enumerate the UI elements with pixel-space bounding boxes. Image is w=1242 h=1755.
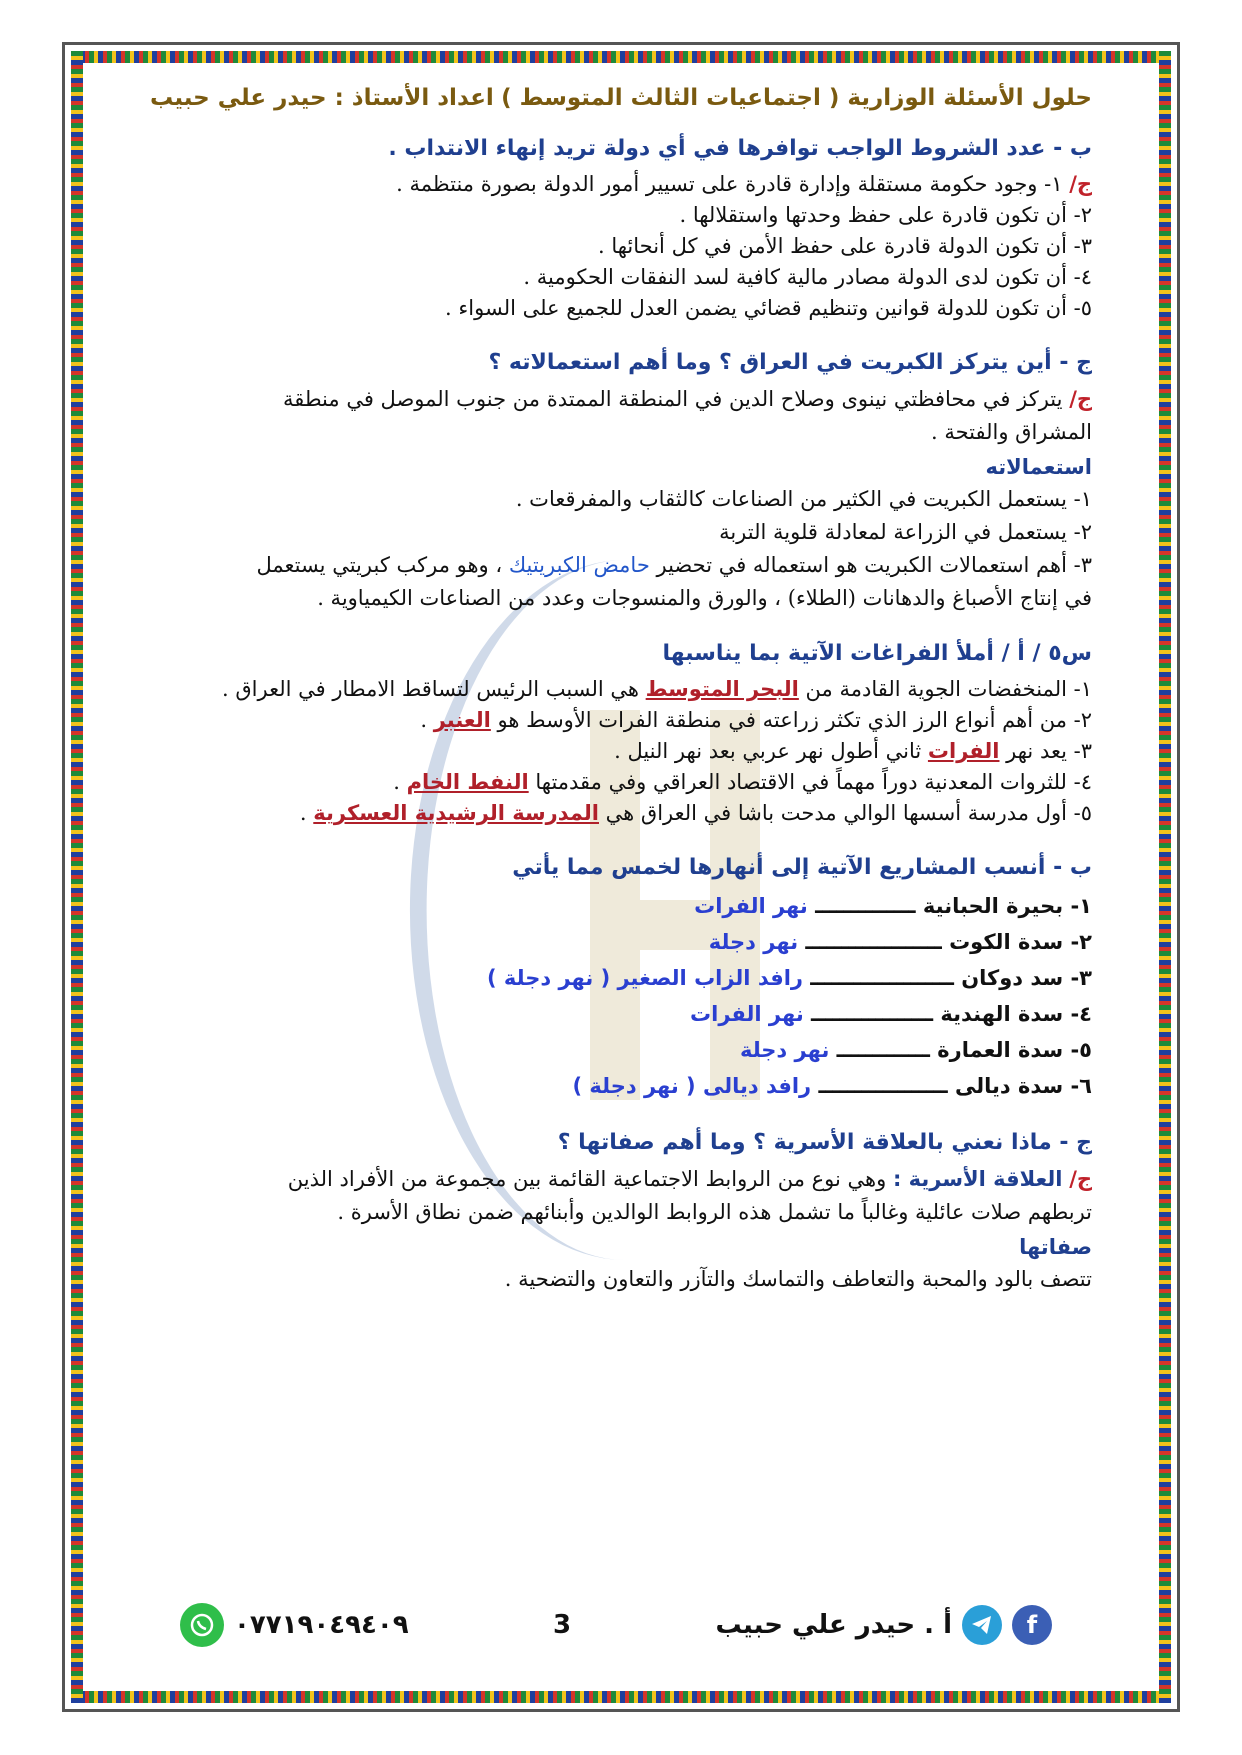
answer-tag: ج/ xyxy=(1069,1167,1092,1191)
phone-number: ٠٧٧١٩٠٤٩٤٠٩ xyxy=(234,1610,409,1640)
answer-line: المشراق والفتحة . xyxy=(931,420,1092,444)
answer-line: ٢- يستعمل في الزراعة لمعادلة قلوية التربة xyxy=(719,520,1092,544)
answer-line: ٥- أن تكون للدولة قوانين وتنظيم قضائي يضمن العدل للجميع على السواء . xyxy=(445,296,1092,320)
answer-block xyxy=(150,169,1092,324)
answer-tag: ج/ xyxy=(1069,172,1092,196)
fill-line: ٤- للثروات المعدنية دوراً مهماً في الاقتصاد العراقي وفي مقدمتها النفط الخام . xyxy=(393,770,1092,794)
border-strip-right xyxy=(1159,51,1171,1703)
project-item: ٦- سدة ديالى ــــــــــــــــــ رافد ديالى ( نهر دجلة ) xyxy=(572,1074,1092,1098)
project-item: ٣- سد دوكان ــــــــــــــــــــ رافد الزاب الصغير ( نهر دجلة ) xyxy=(487,966,1092,990)
answer-line xyxy=(150,1163,1092,1196)
fill-line: ٣- يعد نهر الفرات ثاني أطول نهر عربي بعد نهر النيل . xyxy=(614,739,1092,763)
answer-line: ٣- أن تكون الدولة قادرة على حفظ الأمن في كل أنحائها . xyxy=(597,234,1092,258)
question-heading: ج - ماذا نعني بالعلاقة الأسرية ؟ وما أهم صفاتها ؟ xyxy=(557,1130,1092,1155)
answer-text: يتركز في محافظتي نينوى وصلاح الدين في المنطقة الممتدة من جنوب الموصل في منطقة xyxy=(282,387,1063,411)
page-header xyxy=(150,78,1092,118)
border-strip-left xyxy=(71,51,83,1703)
fill-answer: العنبر xyxy=(433,708,491,732)
answer-text: وهي نوع من الروابط الاجتماعية القائمة بين مجموعة من الأفراد الذين xyxy=(287,1167,893,1191)
question-heading: ب - عدد الشروط الواجب توافرها في أي دولة تريد إنهاء الانتداب . xyxy=(388,136,1092,161)
answer-line xyxy=(150,169,1092,200)
whatsapp-icon[interactable] xyxy=(180,1603,224,1647)
answer-text: ٣- أهم استعمالات الكبريت هو استعماله في تحضير xyxy=(649,553,1092,577)
footer-author: أ . حيدر علي حبيب xyxy=(715,1610,952,1640)
project-item: ٥- سدة العمارة ـــــــــــــ نهر دجلة xyxy=(739,1038,1092,1062)
answer-block xyxy=(150,1163,1092,1296)
fill-line: ٥- أول مدرسة أسسها الوالي مدحت باشا في العراق هي المدرسة الرشيدية العسكرية . xyxy=(299,801,1092,825)
facebook-icon[interactable]: f xyxy=(1012,1605,1052,1645)
header-author: اعداد الأستاذ : حيدر علي حبيب xyxy=(150,85,494,111)
answer-tag: ج/ xyxy=(1069,387,1092,411)
answer-block xyxy=(150,674,1092,829)
header-title: حلول الأسئلة الوزارية ( اجتماعيات الثالث المتوسط ) xyxy=(501,85,1092,111)
page-number: 3 xyxy=(552,1610,572,1640)
border-strip-top xyxy=(71,51,1171,63)
projects-list xyxy=(150,888,1092,1104)
answer-line xyxy=(150,383,1092,416)
answer-block xyxy=(150,383,1092,615)
project-item: ٤- سدة الهندية ـــــــــــــــــ نهر الفرات xyxy=(690,1002,1092,1026)
answer-line: تربطهم صلات عائلية وغالباً ما تشمل هذه الروابط الوالدين وأبنائهم ضمن نطاق الأسرة . xyxy=(337,1200,1092,1224)
fill-line: ٢- من أهم أنواع الرز الذي تكثر زراعته في منطقة الفرات الأوسط هو العنبر . xyxy=(420,708,1092,732)
sub-heading: استعمالاته xyxy=(985,455,1092,479)
answer-line: تتصف بالود والمحبة والتعاطف والتماسك والتآزر والتعاون والتضحية . xyxy=(504,1267,1092,1291)
answer-line: ٢- أن تكون قادرة على حفظ وحدتها واستقلالها . xyxy=(679,203,1092,227)
question-heading: ب - أنسب المشاريع الآتية إلى أنهارها لخمس مما يأتي xyxy=(512,855,1092,880)
project-item: ١- بحيرة الحبانية ــــــــــــــ نهر الفرات xyxy=(694,894,1092,918)
fill-answer: البحر المتوسط xyxy=(645,677,799,701)
question-heading: س٥ / أ / أملأ الفراغات الآتية بما يناسبها xyxy=(662,641,1092,666)
highlight-term: حامض الكبريتيك xyxy=(508,553,650,577)
defined-term: العلاقة الأسرية : xyxy=(892,1167,1063,1191)
footer-social xyxy=(715,1605,1052,1645)
answer-line: ٤- أن تكون لدى الدولة مصادر مالية كافية لسد النفقات الحكومية . xyxy=(523,265,1092,289)
fill-answer: النفط الخام xyxy=(406,770,529,794)
project-item: ٢- سدة الكوت ـــــــــــــــــــ نهر دجلة xyxy=(708,930,1092,954)
fill-answer: الفرات xyxy=(927,739,1000,763)
page-footer xyxy=(180,1595,1052,1655)
answer-line: في إنتاج الأصباغ والدهانات (الطلاء) ، والورق والمنسوجات وعدد من الصناعات الكيمياوية . xyxy=(317,586,1092,610)
sub-heading: صفاتها xyxy=(1019,1235,1092,1259)
answer-line: ١- يستعمل الكبريت في الكثير من الصناعات كالثقاب والمفرقعات . xyxy=(515,487,1092,511)
answer-text: ، وهو مركب كبريتي يستعمل xyxy=(256,553,509,577)
footer-contact xyxy=(180,1603,409,1647)
fill-line: ١- المنخفضات الجوية القادمة من البحر المتوسط هي السبب الرئيس لتساقط الامطار في العراق . xyxy=(222,677,1092,701)
border-strip-bottom xyxy=(71,1691,1171,1703)
answer-line xyxy=(150,549,1092,582)
telegram-icon[interactable] xyxy=(962,1605,1002,1645)
question-heading: ج - أين يتركز الكبريت في العراق ؟ وما أهم استعمالاته ؟ xyxy=(488,350,1092,375)
answer-text: ١- وجود حكومة مستقلة وإدارة قادرة على تسيير أمور الدولة بصورة منتظمة . xyxy=(396,172,1063,196)
fill-answer: المدرسة الرشيدية العسكرية xyxy=(313,801,599,825)
